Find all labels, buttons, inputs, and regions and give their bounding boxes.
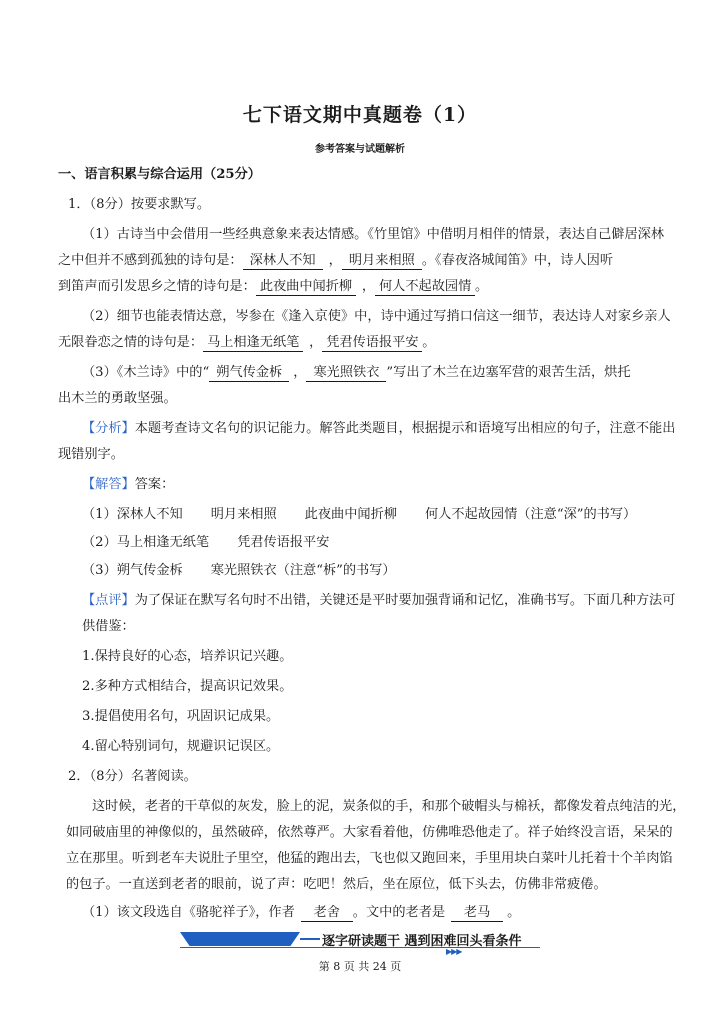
passage-line: 如同破庙里的神像似的，虽然破碎，依然尊严。大家看着他，仿佛唯恐他走了。祥子始终没言语，呆呆的 xyxy=(66,825,673,840)
comment-line-b: 供借鉴： xyxy=(82,619,135,634)
page-number: 第 8 页 共 24 页 xyxy=(318,960,402,973)
banner-slogan: 逐字研读题干 遇到困难回头看条件 xyxy=(322,934,522,949)
text: ， xyxy=(328,253,342,268)
q1-part1-line-b xyxy=(58,252,613,270)
tip-item: 3.提倡使用名句，巩固识记成果。 xyxy=(82,709,280,724)
banner-rule xyxy=(300,938,320,940)
text: 本题考查诗文名句的识记能力。解答此类题目，根据提示和语境写出相应的句子，注意不能出 xyxy=(134,421,676,436)
answer-blank: 明月来相照 xyxy=(342,253,422,270)
answer-blank: 老马 xyxy=(451,905,503,922)
q1-part3-line-a xyxy=(82,364,631,382)
comment-tag: 【点评】 xyxy=(82,593,135,608)
passage-line: 这时候，老者的干草似的灰发，脸上的泥，炭条似的手，和那个破帽头与棉袄，都像发着点纯洁的光， xyxy=(92,799,686,814)
passage-line: 立在那里。听到老车夫说肚子里空，他猛的跑出去，飞也似又跑回来，手里用块白菜叶儿托着十个羊肉馅 xyxy=(66,851,673,866)
answer-blank: 老舍 xyxy=(301,905,353,922)
answer-blank: 凭君传语报平安 xyxy=(322,335,422,352)
text: ”写出了木兰在边塞军营的艰苦生活，烘托 xyxy=(386,365,631,380)
answer-blank: 寒光照铁衣 xyxy=(306,365,386,382)
answer-tag: 【解答】 xyxy=(82,477,135,492)
text: （3）《木兰诗》中的“ xyxy=(82,365,210,380)
q1-part1-line-c xyxy=(58,278,488,296)
q2-sub1-line xyxy=(82,904,520,922)
text: ， xyxy=(293,365,307,380)
footer-banner xyxy=(180,928,540,956)
q1-part2-line-b xyxy=(58,334,435,352)
answer-item: 寒光照铁衣（注意“柝”的书写） xyxy=(210,563,396,578)
text: 。《春夜洛城闻笛》中，诗人因听 xyxy=(421,253,614,268)
text: 为了保证在默写名句时不出错，关键还是平时要加强背诵和记忆，准确书写。下面几种方法可 xyxy=(134,593,676,608)
text: 到笛声而引发思乡之情的诗句是： xyxy=(58,279,256,294)
text: （2） xyxy=(82,535,117,550)
text: 。 xyxy=(422,335,436,350)
text: （3） xyxy=(82,563,117,578)
text: ， xyxy=(309,335,323,350)
answer-item: 明月来相照 xyxy=(210,507,277,522)
comment-line-a xyxy=(82,592,675,610)
text: 。 xyxy=(507,905,521,920)
answer-blank: 朔气传金柝 xyxy=(209,365,289,382)
text: 。 xyxy=(475,279,489,294)
analysis-line-b: 现错别字。 xyxy=(58,447,124,462)
answer-blank: 此夜曲中闻折柳 xyxy=(256,279,356,296)
passage-line: 的包子。一直送到老者的眼前，说了声：吃吧！然后，坐在原位，低下头去，仿佛非常疲倦。 xyxy=(66,877,607,892)
answer-item: 凭君传语报平安 xyxy=(237,535,330,550)
analysis-tag: 【分析】 xyxy=(82,421,135,436)
arrow-icon: ▶▶▶ xyxy=(446,947,462,956)
text: 之中但并不感到孤独的诗句是： xyxy=(58,253,243,268)
answer-line-1 xyxy=(82,506,636,524)
answer-item: 何人不起故园情（注意“深”的书写） xyxy=(424,507,637,522)
text: （1）该文段选自《骆驼祥子》，作者 xyxy=(82,905,295,920)
question-1-heading: 1．（8分）按要求默写。 xyxy=(68,197,211,212)
tip-item: 1.保持良好的心态，培养识记兴趣。 xyxy=(82,649,293,664)
text: （1） xyxy=(82,507,117,522)
page-subtitle: 参考答案与试题解析 xyxy=(315,144,405,155)
text: ， xyxy=(361,279,375,294)
answer-item: 朔气传金柝 xyxy=(116,563,183,578)
answer-blank: 深林人不知 xyxy=(243,253,323,270)
q1-part1-line-a: （1）古诗当中会借用一些经典意象来表达情感。《竹里馆》中借明月相伴的情景，表达自己僻居深林 xyxy=(82,227,665,242)
section-heading: 一、语言积累与综合运用（25分） xyxy=(58,167,261,182)
answer-item: 深林人不知 xyxy=(116,507,183,522)
answer-item: 马上相逢无纸笔 xyxy=(116,535,210,550)
answer-blank: 何人不起故园情 xyxy=(375,279,475,296)
text: 答案： xyxy=(134,477,175,492)
text: 无限眷恋之情的诗句是： xyxy=(58,335,204,350)
banner-decoration xyxy=(180,932,300,946)
question-2-heading: 2．（8分）名著阅读。 xyxy=(68,769,197,784)
answer-item: 此夜曲中闻折柳 xyxy=(304,507,397,522)
answer-line-3 xyxy=(82,562,396,580)
page-title: 七下语文期中真题卷（1） xyxy=(242,104,478,126)
q1-part2-line-a: （2）细节也能表情达意，岑参在《逢入京使》中，诗中通过写捎口信这一细节，表达诗人对家乡亲人 xyxy=(82,309,671,324)
q1-part3-line-b: 出木兰的勇敢坚强。 xyxy=(58,391,177,406)
text: 。文中的老者是 xyxy=(352,905,446,920)
answer-heading xyxy=(82,476,174,494)
tip-item: 2.多种方式相结合，提高识记效果。 xyxy=(82,679,293,694)
answer-blank: 马上相逢无纸笔 xyxy=(203,335,303,352)
answer-line-2 xyxy=(82,534,329,552)
analysis-line-a xyxy=(82,420,675,438)
tip-item: 4.留心特别词句，规避识记误区。 xyxy=(82,739,280,754)
